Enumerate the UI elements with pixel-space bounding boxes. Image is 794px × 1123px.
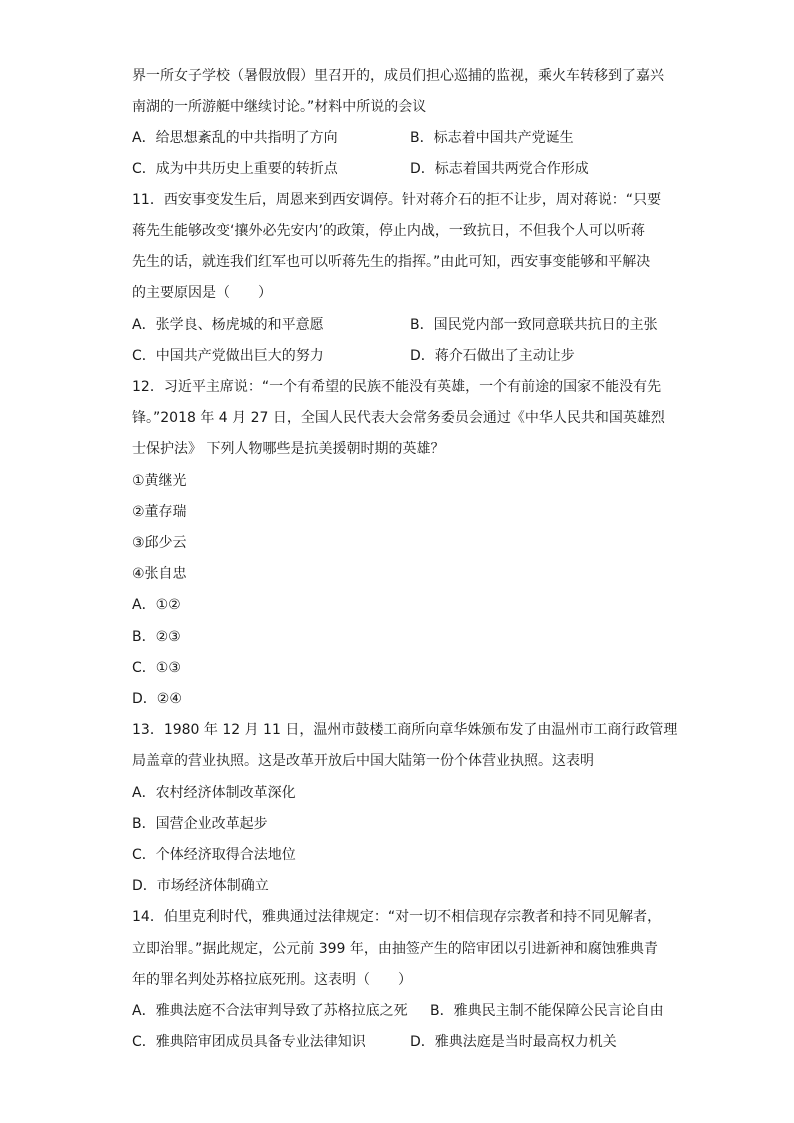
q12-item: ④张自忠	[132, 566, 187, 582]
q12-item: ③邱少云	[132, 535, 187, 551]
q14-option-c: C．雅典陪审团成员具备专业法律知识	[132, 1034, 366, 1050]
q12-option-c: C．①③	[132, 660, 181, 676]
q11-stem-line: 蒋先生能够改变‘攘外必先安内’的政策，停止内战，一致抗日，不但我个人可以听蒋	[132, 223, 645, 239]
q12-stem-line: 12．习近平主席说：“一个有希望的民族不能没有英雄，一个有前途的国家不能没有先	[132, 379, 662, 395]
q10-option-a: A．给思想紊乱的中共指明了方向	[132, 130, 338, 146]
q11-stem-line: 的主要原因是（ ）	[132, 285, 272, 301]
q10-option-b: B．标志着中国共产党诞生	[410, 130, 574, 146]
q14-stem-line: 立即治罪。”据此规定，公元前 399 年，由抽签产生的陪审团以引进新神和腐蚀雅典青	[132, 941, 658, 957]
q14-option-b: B．雅典民主制不能保障公民言论自由	[430, 1003, 664, 1019]
q14-option-d: D．雅典法庭是当时最高权力机关	[410, 1034, 617, 1050]
q10-stem-line: 南湖的一所游艇中继续讨论。”材料中所说的会议	[132, 99, 427, 115]
q13-stem-line: 13．1980 年 12 月 11 日，温州市鼓楼工商所向章华姝颁布发了由温州市工商行政管理	[132, 722, 678, 738]
q10-option-c: C．成为中共历史上重要的转折点	[132, 161, 338, 177]
q11-option-c: C．中国共产党做出巨大的努力	[132, 348, 324, 364]
q12-option-a: A．①②	[132, 597, 181, 613]
q12-item: ②董存瑞	[132, 504, 187, 520]
q14-stem-line: 14．伯里克利时代，雅典通过法律规定：“对一切不相信现存宗教者和持不同见解者，	[132, 909, 662, 925]
q13-option-d: D．市场经济体制确立	[132, 878, 269, 894]
q10-option-d: D．标志着国共两党合作形成	[410, 161, 589, 177]
q11-option-b: B．国民党内部一致同意联共抗日的主张	[410, 317, 658, 333]
q14-stem-line: 年的罪名判处苏格拉底死刑。这表明（ ）	[132, 972, 412, 988]
q13-stem-line: 局盖章的营业执照。这是改革开放后中国大陆第一份个体营业执照。这表明	[132, 753, 594, 769]
q12-stem-line: 士保护法》 下列人物哪些是抗美援朝时期的英雄？	[132, 441, 445, 457]
q10-stem-line: 界一所女子学校（暑假放假）里召开的，成员们担心巡捕的监视，乘火车转移到了嘉兴	[132, 68, 664, 84]
q11-stem-line: 11．西安事变发生后，周恩来到西安调停。针对蒋介石的拒不让步，周对蒋说：“只要	[132, 192, 662, 208]
q14-option-a: A．雅典法庭不合法审判导致了苏格拉底之死	[132, 1003, 408, 1019]
q12-stem-line: 锋。”2018 年 4 月 27 日，全国人民代表大会常务委员会通过《中华人民共和国英雄烈	[132, 410, 665, 426]
q12-option-d: D．②④	[132, 691, 182, 707]
q12-option-b: B．②③	[132, 629, 181, 645]
q13-option-a: A．农村经济体制改革深化	[132, 785, 296, 801]
q13-option-c: C．个体经济取得合法地位	[132, 847, 296, 863]
q12-item: ①黄继光	[132, 473, 187, 489]
q13-option-b: B．国营企业改革起步	[132, 816, 268, 832]
q11-option-d: D．蒋介石做出了主动让步	[410, 348, 575, 364]
q11-stem-line: 先生的话，就连我们红军也可以听蒋先生的指挥。”由此可知，西安事变能够和平解决	[132, 254, 651, 270]
q11-option-a: A．张学良、杨虎城的和平意愿	[132, 317, 324, 333]
